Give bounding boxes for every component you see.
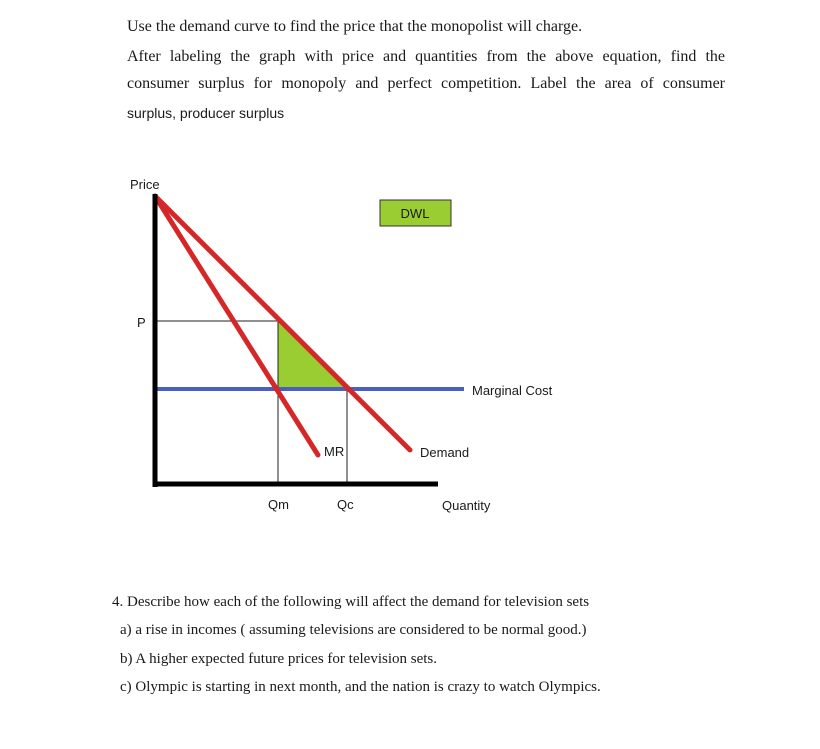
mr-label: MR (324, 444, 345, 459)
question-4-part-a: a) a rise in incomes ( assuming televisions are considered to be normal good.) (120, 622, 587, 638)
instruction-line-1: Use the demand curve to find the price that the monopolist will charge. (127, 18, 583, 35)
x-axis-label: Quantity (442, 498, 491, 513)
qc-label: Qc (337, 497, 354, 512)
marginal-revenue-curve (155, 196, 318, 455)
price-label: P (137, 315, 146, 330)
question-4-stem: 4. Describe how each of the following will affect the demand for television sets (112, 594, 590, 610)
question-4-part-c: c) Olympic is starting in next month, and the nation is crazy to watch Olympics. (120, 679, 601, 695)
instruction-line-4: surplus, producer surplus (127, 105, 285, 121)
marginal-cost-label: Marginal Cost (472, 383, 553, 398)
qm-label: Qm (268, 497, 289, 512)
question-4-part-b: b) A higher expected future prices for television sets. (120, 651, 437, 667)
y-axis-label: Price (130, 177, 160, 192)
dwl-label: DWL (400, 206, 430, 221)
demand-label: Demand (420, 445, 470, 460)
instruction-line-2: After labeling the graph with price and quantities from the above equation, find the (127, 48, 725, 65)
instruction-line-3: consumer surplus for monopoly and perfect competition. Label the area of consumer (127, 75, 725, 92)
demand-curve (155, 196, 410, 450)
